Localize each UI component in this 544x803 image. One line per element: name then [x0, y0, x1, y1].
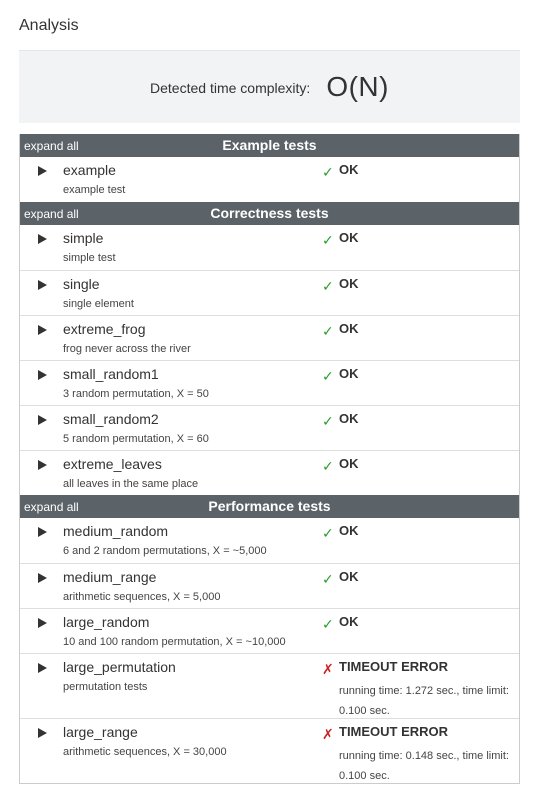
test-description: permutation tests — [63, 681, 148, 693]
test-status: TIMEOUT ERROR — [339, 724, 449, 739]
test-group-title: Example tests — [222, 137, 317, 153]
checkmark-icon: ✓ — [322, 616, 334, 632]
test-name[interactable]: single — [63, 276, 100, 292]
test-description: example test — [63, 184, 126, 196]
test-status: OK — [339, 523, 359, 538]
test-row[interactable] — [20, 718, 519, 783]
test-description: 3 random permutation, X = 50 — [63, 388, 209, 400]
test-status: OK — [339, 366, 359, 381]
status-detail: running time: 1.272 sec., time limit: 0.100 sec. — [339, 685, 509, 717]
expand-triangle-icon[interactable] — [38, 415, 47, 425]
test-name[interactable]: medium_range — [63, 569, 157, 585]
test-row[interactable] — [20, 315, 519, 360]
test-description: arithmetic sequences, X = 5,000 — [63, 591, 221, 603]
status-detail: running time: 0.148 sec., time limit: 0.100 sec. — [339, 750, 509, 782]
test-row[interactable] — [20, 608, 519, 653]
expand-triangle-icon[interactable] — [38, 728, 47, 738]
test-group-header — [20, 202, 519, 225]
test-row[interactable] — [20, 563, 519, 608]
expand-triangle-icon[interactable] — [38, 370, 47, 380]
expand-all-link[interactable]: expand all — [24, 207, 79, 221]
test-name[interactable]: large_range — [63, 724, 138, 740]
test-name[interactable]: extreme_leaves — [63, 456, 162, 472]
test-status: OK — [339, 162, 359, 177]
expand-all-link[interactable]: expand all — [24, 500, 79, 514]
test-row[interactable] — [20, 518, 519, 563]
checkmark-icon: ✓ — [322, 458, 334, 474]
test-status: OK — [339, 276, 359, 291]
test-name[interactable]: small_random2 — [63, 411, 159, 427]
test-row[interactable] — [20, 405, 519, 450]
checkmark-icon: ✓ — [322, 278, 334, 294]
checkmark-icon: ✓ — [322, 323, 334, 339]
expand-triangle-icon[interactable] — [38, 460, 47, 470]
checkmark-icon: ✓ — [322, 232, 334, 248]
expand-triangle-icon[interactable] — [38, 527, 47, 537]
test-description: 6 and 2 random permutations, X = ~5,000 — [63, 545, 267, 557]
checkmark-icon: ✓ — [322, 413, 334, 429]
complexity-label: Detected time complexity: — [150, 80, 311, 96]
test-name[interactable]: large_permutation — [63, 659, 176, 675]
test-name[interactable]: extreme_frog — [63, 321, 146, 337]
test-description: arithmetic sequences, X = 30,000 — [63, 746, 227, 758]
checkmark-icon: ✓ — [322, 571, 334, 587]
checkmark-icon: ✓ — [322, 164, 334, 180]
test-name[interactable]: example — [63, 162, 116, 178]
test-group-title: Correctness tests — [210, 205, 329, 221]
expand-triangle-icon[interactable] — [38, 573, 47, 583]
test-status: OK — [339, 614, 359, 629]
test-name[interactable]: small_random1 — [63, 366, 159, 382]
expand-all-link[interactable]: expand all — [24, 139, 79, 153]
test-description: all leaves in the same place — [63, 478, 199, 490]
test-group-header — [20, 134, 519, 157]
test-name[interactable]: medium_random — [63, 523, 169, 539]
test-description: simple test — [63, 252, 116, 264]
test-name[interactable]: large_random — [63, 614, 150, 630]
test-status: OK — [339, 569, 359, 584]
test-description: 5 random permutation, X = 60 — [63, 433, 209, 445]
expand-triangle-icon[interactable] — [38, 618, 47, 628]
cross-icon: ✗ — [322, 661, 334, 677]
test-row[interactable] — [20, 360, 519, 405]
test-status: OK — [339, 321, 359, 336]
test-description: 10 and 100 random permutation, X = ~10,000 — [63, 636, 286, 648]
complexity-panel — [19, 51, 520, 123]
test-name[interactable]: simple — [63, 230, 104, 246]
test-status: TIMEOUT ERROR — [339, 659, 449, 674]
expand-triangle-icon[interactable] — [38, 325, 47, 335]
test-description: frog never across the river — [63, 343, 191, 355]
checkmark-icon: ✓ — [322, 525, 334, 541]
test-row[interactable] — [20, 157, 519, 202]
expand-triangle-icon[interactable] — [38, 280, 47, 290]
test-row[interactable] — [20, 225, 519, 270]
checkmark-icon: ✓ — [322, 368, 334, 384]
test-description: single element — [63, 298, 134, 310]
test-row[interactable] — [20, 653, 519, 718]
page-title: Analysis — [19, 17, 79, 34]
cross-icon: ✗ — [322, 726, 334, 742]
complexity-value: O(N) — [326, 71, 389, 102]
test-status: OK — [339, 456, 359, 471]
test-group-title: Performance tests — [208, 498, 331, 514]
expand-triangle-icon[interactable] — [38, 663, 47, 673]
test-row[interactable] — [20, 450, 519, 495]
expand-triangle-icon[interactable] — [38, 234, 47, 244]
test-status: OK — [339, 411, 359, 426]
expand-triangle-icon[interactable] — [38, 166, 47, 176]
test-group-header — [20, 495, 519, 518]
test-status: OK — [339, 230, 359, 245]
test-row[interactable] — [20, 270, 519, 315]
test-results-table — [19, 134, 520, 784]
